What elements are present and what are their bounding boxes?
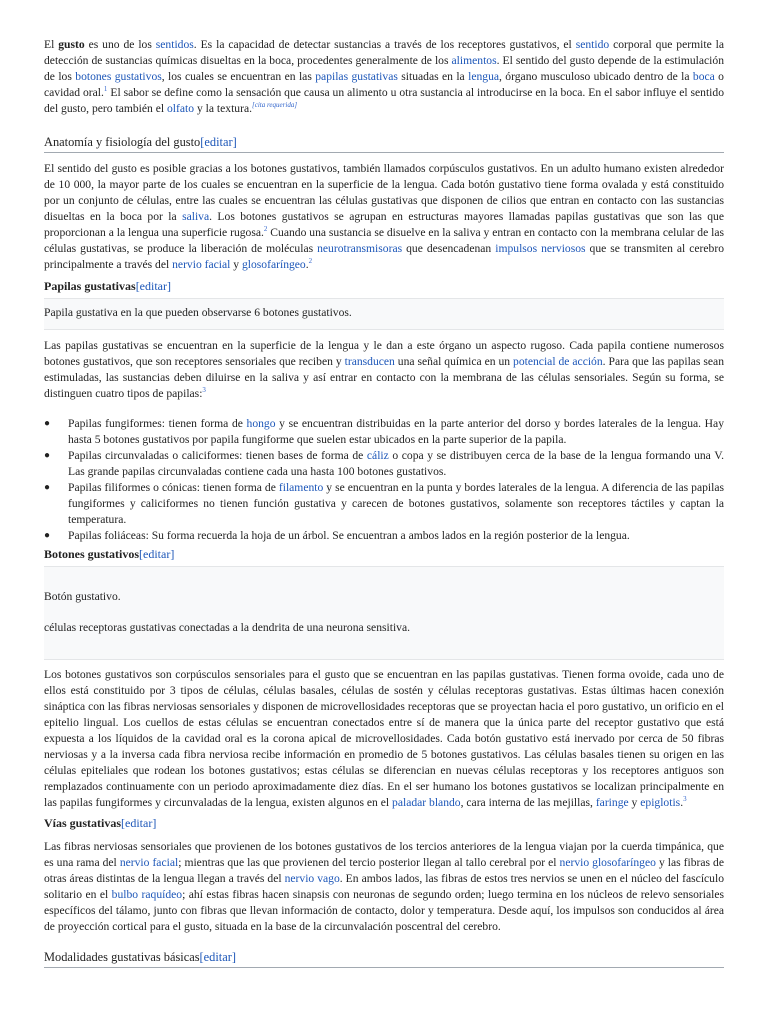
ref-3[interactable]: 3 [202, 386, 206, 395]
figure-boton [44, 566, 724, 660]
link-filamento[interactable]: filamento [278, 481, 324, 494]
link-boca[interactable]: boca [692, 70, 715, 83]
link-olfato[interactable]: olfato [167, 102, 195, 115]
link-potencial-de-accion[interactable]: potencial de acción [513, 355, 603, 368]
link-saliva[interactable]: saliva [182, 210, 210, 223]
edit-link-botones[interactable]: [editar] [139, 547, 175, 561]
edit-link-anatomia[interactable]: [editar] [200, 135, 237, 149]
bullet-icon: ● [44, 418, 51, 429]
heading-anatomia: Anatomía y fisiología del gusto[editar] [44, 134, 724, 153]
term-gusto: gusto [58, 38, 85, 51]
heading-papilas: Papilas gustativas[editar] [44, 279, 171, 293]
link-paladar-blando[interactable]: paladar blando [392, 796, 461, 809]
link-sentido[interactable]: sentido [575, 38, 610, 51]
anatomia-paragraph: El sentido del gusto es posible gracias a los botones gustativos, también llamados corpúsculos gustativos. En un adulto humano existen alrededor de 10 000, la mayor parte de los cuales se encuentran en la superficie de la lengua. Cada botón gustativo tiene forma ovalada y está constituido por un conjunto de células, entre las cuales se encuentran las células gustativas que disponen de cilios que entran en contacto con las sustancias disueltas en la boca por la saliva. Los botones gustativos se agrupan en estructuras mayores llamadas papilas gustativas que son las que proporcionan a la lengua una superficie rugosa.$^2$ Cuando una sustancia se disuelve en la saliva y entran en contacto con la membrana celular de las células gustativas, se produce la liberación de moléculas neurotransmisoras que desencadenan impulsos nerviosos que se transmiten al cerebro principalmente a través del nervio facial y glosofaríngeo.$^2$ [44, 162, 725, 271]
ref-3b[interactable]: 3 [683, 795, 687, 804]
edit-link-vias[interactable]: [editar] [121, 816, 157, 830]
link-faringe[interactable]: faringe [595, 796, 629, 809]
link-bulbo-raquideo[interactable]: bulbo raquídeo [111, 888, 183, 901]
list-item: ● Papilas fungiformes: tienen forma de hongo y se encuentran distribuidas en la parte anterior del dorso y bordes laterales de la lengua. Hay hasta 5 botones gustativos por papila fungiforme que suelen estar ubicados en la parte superior de la papila. [44, 417, 724, 446]
link-lengua[interactable]: lengua [468, 70, 500, 83]
cita-requerida[interactable]: [cita requerida] [252, 101, 298, 110]
link-botones-gustativos[interactable]: botones gustativos [75, 70, 162, 83]
link-nervio-facial[interactable]: nervio facial [172, 258, 231, 271]
papilas-paragraph: Las papilas gustativas se encuentran en la superficie de la lengua y le dan a este órgano un aspecto rugoso. Cada papila contiene numerosos botones gustativos, que son receptores sensoriales que reciben y transducen una señal química en un potencial de acción. Para que las papilas sean estimuladas, las sustancias deben diluirse en la saliva y así entrar en contacto con la membrana de las células sensoriales. Según su forma, se distinguen cuatro tipos de papilas:$^3$ [44, 339, 725, 400]
vias-paragraph: Las fibras nerviosas sensoriales que provienen de los botones gustativos de los tercios anteriores de la lengua viajan por la cuerda timpánica, que es una rama del nervio facial; mientras que las que provienen del tercio posterior llegan al tallo cerebral por el nervio glosofaríngeo y las fibras de otras áreas distintas de la lengua llegan a través del nervio vago. En ambos lados, las fibras de estos tres nervios se unen en el núcleo del fascículo solitario en el bulbo raquídeo; ahí estas fibras hacen sinapsis con neuronas de segundo orden; luego termina en los núcleos de relevo sensoriales específicos del tálamo, junto con fibras que llevan información de contacto, dolor y temperatura. Desde aquí, los impulsos son conducidos al área de proyección cortical para el gusto, situada en la base de la circunvalación poscentral del cerebro. [44, 840, 725, 933]
link-transducen[interactable]: transducen [344, 355, 395, 368]
link-nervio-facial-2[interactable]: nervio facial [119, 856, 179, 869]
link-hongo[interactable]: hongo [246, 417, 276, 430]
link-papilas-gustativas[interactable]: papilas gustativas [315, 70, 398, 83]
figure-caption-boton: Botón gustativo. [44, 590, 121, 603]
figure-caption-papila: Papila gustativa en la que pueden observarse 6 botones gustativos. [44, 306, 352, 319]
list-item: ● Papilas foliáceas: Su forma recuerda la hoja de un árbol. Se encuentran a ambos lados en la región posterior de la lengua. [44, 529, 630, 542]
link-nervio-vago[interactable]: nervio vago [284, 872, 340, 885]
link-epiglotis[interactable]: epiglotis [640, 796, 681, 809]
ref-2b[interactable]: 2 [308, 257, 313, 266]
intro-paragraph: El gusto es uno de los sentidos. Es la capacidad de detectar sustancias a través de los receptores gustativos, el sentido corporal que permite la detección de sustancias químicas disueltas en la boca, procedentes generalmente de los alimentos. El sentido del gusto depende de la estimulación de los botones gustativos, los cuales se encuentran en las papilas gustativas situadas en la lengua, órgano musculoso ubicado dentro de la boca o cavidad oral.$^1$ El sabor se define como la sensación que causa un alimento u otra sustancia al introducirse en la boca. En el sabor influye el sentido del gusto, pero también el olfato y la textura.[cita requerida] [44, 38, 724, 115]
link-nervio-glosofaringeo[interactable]: nervio glosofaríngeo [559, 856, 656, 869]
edit-link-modalidades[interactable]: [editar] [199, 950, 237, 964]
link-alimentos[interactable]: alimentos [451, 54, 497, 67]
link-caliz[interactable]: cáliz [366, 449, 389, 462]
list-item: ● Papilas filiformes o cónicas: tienen forma de filamento y se encuentran en la punta y bordes laterales de la lengua. A diferencia de las papilas fungiformes y caliciformes no tienen función gustativa y carecen de botones gustativos, solamente son receptores táctiles y captan la temperatura. [44, 481, 724, 526]
edit-link-papilas[interactable]: [editar] [135, 279, 171, 293]
bullet-icon: ● [44, 482, 51, 493]
link-glosofaringeo[interactable]: glosofaríngeo [241, 258, 306, 271]
bullet-icon: ● [44, 530, 51, 541]
ref-1[interactable]: 1 [103, 85, 108, 94]
heading-botones: Botones gustativos[editar] [44, 547, 175, 561]
botones-paragraph: Los botones gustativos son corpúsculos sensoriales para el gusto que se encuentran en las papilas gustativas. Tienen forma ovoide, cada uno de ellos está constituido por 3 tipos de células, células basales, células de sostén y células receptoras gustativas. Estas últimas hacen conexión sináptica con las fibras nerviosas sensoriales y disponen de microvellosidades receptoras que se proyectan hacia el poro gustativo, un orificio en el epitelio lingual. Los cuellos de estas células se encuentran conectados entre sí de manera que la única parte del receptor gustativo que está expuesta a los líquidos de la cavidad oral es la corona apical de microvellosidades. Cada botón gustativo está inervado por cerca de 50 fibras nerviosas y a la inversa cada fibra nerviosa recibe información en promedio de 5 botones gustativos. Las células basales tienen su origen en las células epiteliales que rodean los botones gustativos; estas células se diferencian en nuevas células receptoras y los receptores antiguos son remplazados continuamente con un periodo aproximadamente diez días. En el ser humano los botones gustativos se localizan principalmente en las papilas fungiformes y circunvaladas de la lengua, existen algunos en el paladar blando, cara interna de las mejillas, faringe y epiglotis.$^3$ [44, 668, 724, 809]
link-neurotransmisoras[interactable]: neurotransmisoras [317, 242, 403, 255]
papilas-list [44, 416, 724, 544]
list-item: ● Papilas circunvaladas o caliciformes: tienen bases de forma de cáliz o copa y se distribuyen cerca de la base de la lengua formando una V. Las grande papilas circunvaladas contiene cada una hasta 100 botones gustativos. [44, 449, 724, 478]
link-sentidos[interactable]: sentidos [155, 38, 194, 51]
figure-caption-celulas: células receptoras gustativas conectadas a la dendrita de una neurona sensitiva. [44, 621, 411, 634]
heading-modalidades: Modalidades gustativas básicas[editar] [44, 949, 724, 968]
heading-vias: Vías gustativas[editar] [44, 816, 157, 830]
figure-papila [44, 298, 724, 330]
article [44, 37, 724, 968]
link-impulsos-nerviosos[interactable]: impulsos nerviosos [495, 242, 586, 255]
bullet-icon: ● [44, 450, 51, 461]
ref-2[interactable]: 2 [263, 225, 268, 234]
